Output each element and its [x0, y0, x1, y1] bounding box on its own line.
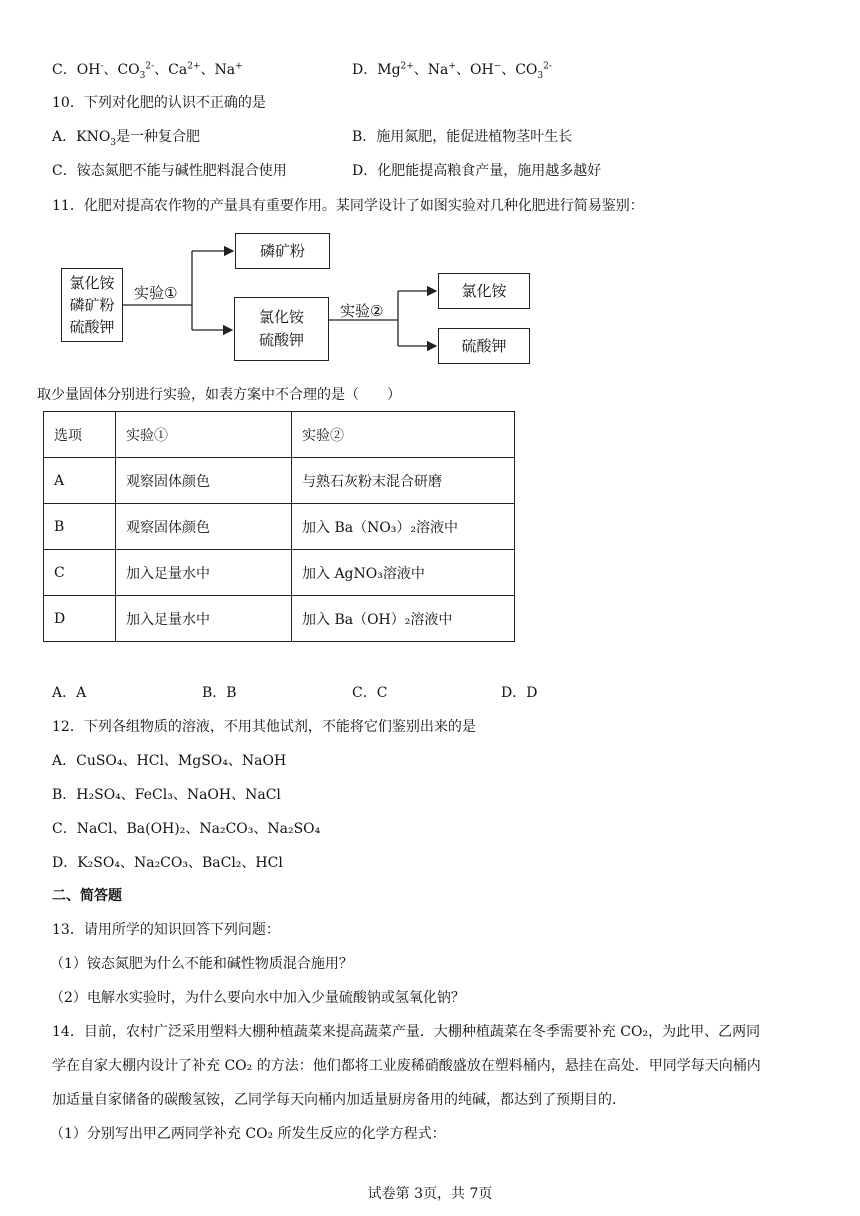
table-cell: 加入 Ba（OH）₂溶液中 — [292, 596, 515, 642]
q14-line: 学在自家大棚内设计了补充 CO₂ 的方法：他们都将工业废稀硝酸盛放在塑料桶内，悬挂在高处．甲同学每天向桶内 — [52, 1058, 761, 1074]
q11-question: 取少量固体分别进行实验，如表方案中不合理的是（ ） — [37, 387, 401, 403]
table-cell: 加入 Ba（NO₃）₂溶液中 — [292, 504, 515, 550]
table-header-row — [44, 412, 515, 458]
q14-line: 14．目前，农村广泛采用塑料大棚种植蔬菜来提高蔬菜产量．大棚种植蔬菜在冬季需要补充 CO₂，为此甲、乙两同 — [52, 1024, 761, 1040]
q11-answer-d: D．D — [501, 685, 538, 701]
q10-stem: 10．下列对化肥的认识不正确的是 — [52, 95, 266, 111]
table-cell: 加入足量水中 — [116, 596, 292, 642]
flow-start-item: 磷矿粉 — [69, 296, 115, 314]
flow-mid-item: 氯化铵 — [258, 308, 304, 326]
q12-option-a: A．CuSO₄、HCl、MgSO₄、NaOH — [52, 753, 287, 769]
table-cell: 加入 AgNO₃溶液中 — [292, 550, 515, 596]
q11-answer-b: B．B — [202, 685, 237, 701]
q10-option-a: A．$KNO_3$是一种复合肥 — [52, 129, 201, 148]
flow-out2b-box: 硫酸钾 — [438, 328, 530, 364]
page-footer: 试卷第 3页，共 7页 — [367, 1186, 493, 1202]
flow-out2a-box: 氯化铵 — [438, 273, 530, 309]
q10-option-b: B．施用氮肥，能促进植物茎叶生长 — [352, 129, 573, 145]
q14-line: 加适量自家储备的碳酸氢铵，乙同学每天向桶内加适量厨房备用的纯碱，都达到了预期目的． — [52, 1092, 626, 1108]
q13-stem: 13．请用所学的知识回答下列问题： — [52, 922, 280, 938]
table-cell: 加入足量水中 — [116, 550, 292, 596]
q11-answer-a: A．A — [52, 685, 87, 701]
flow-start-item: 硫酸钾 — [69, 318, 115, 336]
flow-mid-item: 硫酸钾 — [258, 331, 304, 349]
flow-arrows — [0, 0, 860, 400]
table-cell: A — [44, 458, 116, 504]
table-cell: D — [44, 596, 116, 642]
q10-option-c: C．铵态氮肥不能与碱性肥料混合使用 — [52, 163, 287, 179]
flow-out1-box: 磷矿粉 — [235, 233, 330, 269]
flow-exp2-label: 实验② — [340, 302, 384, 320]
q11-stem: 11．化肥对提高农作物的产量具有重要作用。某同学设计了如图实验对几种化肥进行简易鉴别： — [52, 198, 644, 214]
table-header-cell: 实验② — [292, 412, 515, 458]
q13-part1: （1）铵态氮肥为什么不能和碱性物质混合施用？ — [50, 956, 353, 972]
table-cell: 观察固体颜色 — [116, 504, 292, 550]
table-cell: 与熟石灰粉末混合研磨 — [292, 458, 515, 504]
options-table — [43, 411, 515, 642]
table-cell: B — [44, 504, 116, 550]
table-cell: C — [44, 550, 116, 596]
q12-option-c: C．NaCl、Ba(OH)₂、Na₂CO₃、Na₂SO₄ — [52, 821, 321, 837]
q11-answer-c: C．C — [352, 685, 388, 701]
table-row — [44, 504, 515, 550]
q13-part2: （2）电解水实验时，为什么要向水中加入少量硫酸钠或氢氧化钠？ — [50, 990, 465, 1006]
table-row — [44, 458, 515, 504]
flow-exp1-label: 实验① — [134, 284, 178, 302]
table-row — [44, 596, 515, 642]
q10-option-d: D．化肥能提高粮食产量，施用越多越好 — [352, 163, 602, 179]
table-header-cell: 选项 — [44, 412, 116, 458]
q12-option-d: D．K₂SO₄、Na₂CO₃、BaCl₂、HCl — [52, 855, 283, 871]
q14-part1: （1）分别写出甲乙两同学补充 CO₂ 所发生反应的化学方程式： — [50, 1126, 446, 1142]
section-heading: 二、简答题 — [52, 888, 122, 904]
q9-option-c: C．OH-、$CO_3^{2-}$、$Ca^{2+}$、Na+ — [52, 61, 243, 81]
q12-option-b: B．H₂SO₄、FeCl₃、NaOH、NaCl — [52, 787, 281, 803]
q12-stem: 12．下列各组物质的溶液，不用其他试剂，不能将它们鉴别出来的是 — [52, 719, 476, 735]
table-cell: 观察固体颜色 — [116, 458, 292, 504]
q9-option-d: D．$Mg^{2+}$、Na+、OH−、$CO_3^{2-}$ — [352, 61, 552, 81]
table-header-cell: 实验① — [116, 412, 292, 458]
flow-start-item: 氯化铵 — [69, 274, 115, 292]
table-row — [44, 550, 515, 596]
